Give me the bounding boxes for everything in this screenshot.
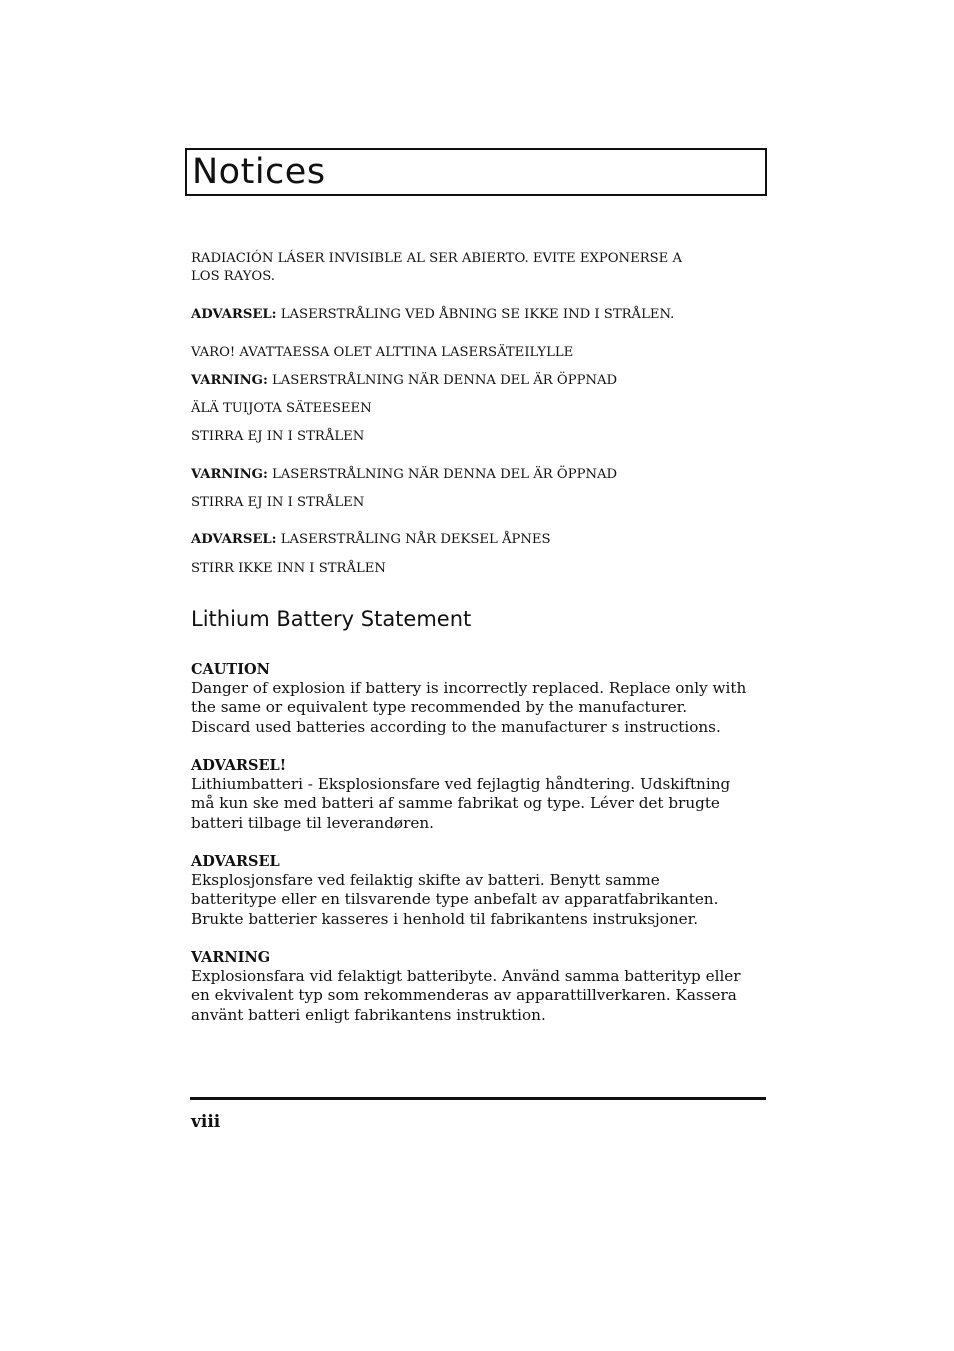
laser-warning-text: LASERSTRÅLNING NÄR DENNA DEL ÄR ÖPPNAD: [267, 467, 618, 482]
block-title: CAUTION: [191, 661, 270, 678]
block-title: ADVARSEL: [191, 853, 280, 870]
block-line: må kun ske med batteri af samme fabrikat og type. Léver det brugte: [191, 794, 720, 813]
laser-warning-label: VARNING:: [191, 467, 268, 482]
laser-warning-finnish-line1: VARO! AVATTAESSA OLET ALTTINA LASERSÄTEILYLLE: [191, 345, 574, 360]
laser-warning-label: ADVARSEL:: [191, 532, 277, 547]
block-line: batteritype eller en tilsvarende type anbefalt av apparatfabrikanten.: [191, 890, 719, 909]
footer-divider: [190, 1097, 766, 1100]
block-line: batteri tilbage til leverandøren.: [191, 813, 434, 832]
laser-warning-swedish-2-line2: STIRRA EJ IN I STRÅLEN: [191, 495, 365, 510]
block-line: använt batteri enligt fabrikantens instruktion.: [191, 1005, 546, 1024]
laser-warning-label: VARNING:: [191, 373, 268, 388]
lithium-section-heading: Lithium Battery Statement: [191, 607, 472, 631]
block-line: Explosionsfara vid felaktigt batteribyte. Använd samma batterityp eller: [191, 967, 741, 985]
page-title-box: [185, 148, 767, 196]
battery-swedish-block: [191, 948, 767, 1025]
block-line: en ekvivalent typ som rekommenderas av apparattillverkaren. Kassera: [191, 986, 737, 1005]
block-line: Discard used batteries according to the manufacturer s instructions.: [191, 717, 721, 736]
page-title: Notices: [192, 152, 326, 192]
page-number: viii: [191, 1112, 221, 1132]
block-line: Danger of explosion if battery is incorrectly replaced. Replace only with: [191, 679, 747, 697]
laser-warning-label: ADVARSEL:: [191, 307, 277, 322]
laser-warning-text: LASERSTRÅLING NÅR DEKSEL ÅPNES: [276, 532, 551, 547]
laser-warning-danish: [191, 306, 731, 324]
laser-warning-norwegian-line2: STIRR IKKE INN I STRÅLEN: [191, 561, 386, 576]
laser-warning-text: LASERSTRÅLNING NÄR DENNA DEL ÄR ÖPPNAD: [267, 373, 618, 388]
laser-warning-swedish-1: [191, 372, 731, 390]
laser-warning-spanish-line2: LOS RAYOS.: [191, 269, 275, 284]
battery-danish-block: [191, 756, 767, 833]
laser-warning-finnish-line2: ÄLÄ TUIJOTA SÄTEESEEN: [191, 401, 372, 416]
laser-warning-spanish-line1: RADIACIÓN LÁSER INVISIBLE AL SER ABIERTO. EVITE EXPONERSE A: [191, 251, 683, 266]
laser-warning-text: LASERSTRÅLING VED ÅBNING SE IKKE IND I STRÅLEN.: [276, 307, 675, 322]
block-title: ADVARSEL!: [191, 757, 287, 774]
block-title: VARNING: [191, 949, 271, 966]
laser-warning-swedish-1-line2: STIRRA EJ IN I STRÅLEN: [191, 429, 365, 444]
block-line: Brukte batterier kasseres i henhold til fabrikantens instruksjoner.: [191, 909, 699, 928]
block-line: Eksplosjonsfare ved feilaktig skifte av batteri. Benytt samme: [191, 871, 660, 889]
battery-norwegian-block: [191, 852, 767, 929]
laser-warning-norwegian: [191, 531, 731, 549]
block-line: Lithiumbatteri - Eksplosionsfare ved fejlagtig håndtering. Udskiftning: [191, 775, 731, 793]
battery-caution-block: [191, 660, 767, 737]
block-line: the same or equivalent type recommended by the manufacturer.: [191, 698, 688, 717]
laser-warning-swedish-2: [191, 466, 731, 484]
